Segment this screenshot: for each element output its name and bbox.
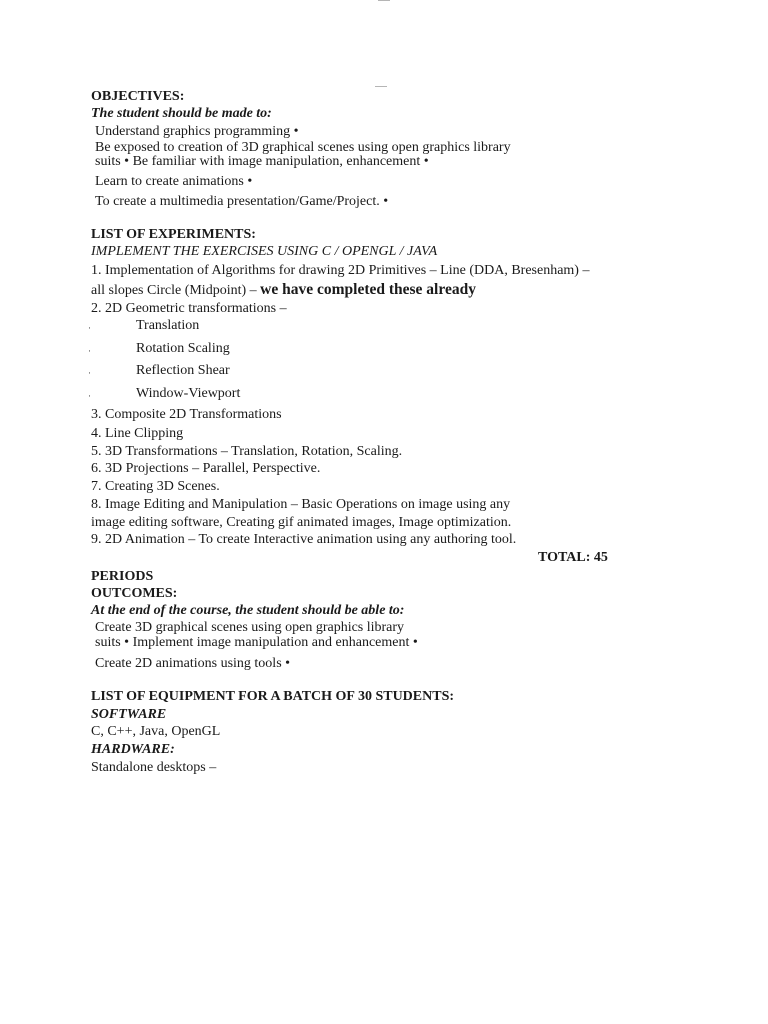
sub-item-bullet: ·: [88, 346, 91, 356]
top-edge-mark: [378, 0, 390, 1]
experiment-4: 4. Line Clipping: [91, 426, 184, 441]
experiment-1-line-1: 1. Implementation of Algorithms for drawing 2D Primitives – Line (DDA, Bresenham) –: [91, 263, 590, 278]
objective-line-3: suits • Be familiar with image manipulation, enhancement •: [95, 154, 429, 169]
hardware-value: Standalone desktops –: [91, 760, 217, 775]
sub-item-translation: Translation: [136, 318, 200, 333]
objectives-heading: OBJECTIVES:: [91, 89, 185, 104]
outcome-line-1: Create 3D graphical scenes using open graphics library: [95, 620, 405, 635]
experiments-subheading: IMPLEMENT THE EXERCISES USING C / OPENGL / JAVA: [91, 244, 438, 259]
sub-item-bullet: ·: [88, 391, 91, 401]
objective-line-4: Learn to create animations •: [95, 174, 253, 189]
sub-item-bullet: ·: [88, 368, 91, 378]
sub-item-window-viewport: Window-Viewport: [136, 386, 241, 401]
experiment-8-line-1: 8. Image Editing and Manipulation – Basic Operations on image using any: [91, 497, 511, 512]
completed-note: we have completed these already: [260, 281, 476, 298]
experiment-9: 9. 2D Animation – To create Interactive animation using any authoring tool.: [91, 532, 517, 547]
software-label: SOFTWARE: [91, 707, 167, 722]
outcome-line-2: suits • Implement image manipulation and enhancement •: [95, 635, 418, 650]
objective-line-5: To create a multimedia presentation/Game/Project. •: [95, 194, 389, 209]
outcome-line-3: Create 2D animations using tools •: [95, 656, 291, 671]
objectives-intro: The student should be made to:: [91, 106, 272, 121]
sub-item-rotation-scaling: Rotation Scaling: [136, 341, 230, 356]
header-mark: [375, 86, 387, 87]
outcomes-intro: At the end of the course, the student should be able to:: [91, 603, 405, 618]
objective-line-2: Be exposed to creation of 3D graphical scenes using open graphics library: [95, 140, 511, 155]
experiment-1-text: all slopes Circle (Midpoint) –: [91, 283, 261, 298]
equipment-heading: LIST OF EQUIPMENT FOR A BATCH OF 30 STUDENTS:: [91, 689, 455, 704]
experiment-2: 2. 2D Geometric transformations –: [91, 301, 287, 316]
experiment-3: 3. Composite 2D Transformations: [91, 407, 282, 422]
outcomes-heading: OUTCOMES:: [91, 586, 178, 601]
objective-line-1: Understand graphics programming •: [95, 124, 299, 139]
periods-label: PERIODS: [91, 569, 154, 584]
experiment-1-line-2: [91, 282, 476, 299]
software-value: C, C++, Java, OpenGL: [91, 724, 221, 739]
total-periods: TOTAL: 45: [538, 550, 608, 565]
hardware-label: HARDWARE:: [91, 742, 175, 757]
experiments-heading: LIST OF EXPERIMENTS:: [91, 227, 256, 242]
experiment-5: 5. 3D Transformations – Translation, Rotation, Scaling.: [91, 444, 403, 459]
experiment-7: 7. Creating 3D Scenes.: [91, 479, 220, 494]
experiment-8-line-2: image editing software, Creating gif animated images, Image optimization.: [91, 515, 512, 530]
sub-item-reflection-shear: Reflection Shear: [136, 363, 230, 378]
sub-item-bullet: ·: [88, 323, 91, 333]
experiment-6: 6. 3D Projections – Parallel, Perspective.: [91, 461, 321, 476]
